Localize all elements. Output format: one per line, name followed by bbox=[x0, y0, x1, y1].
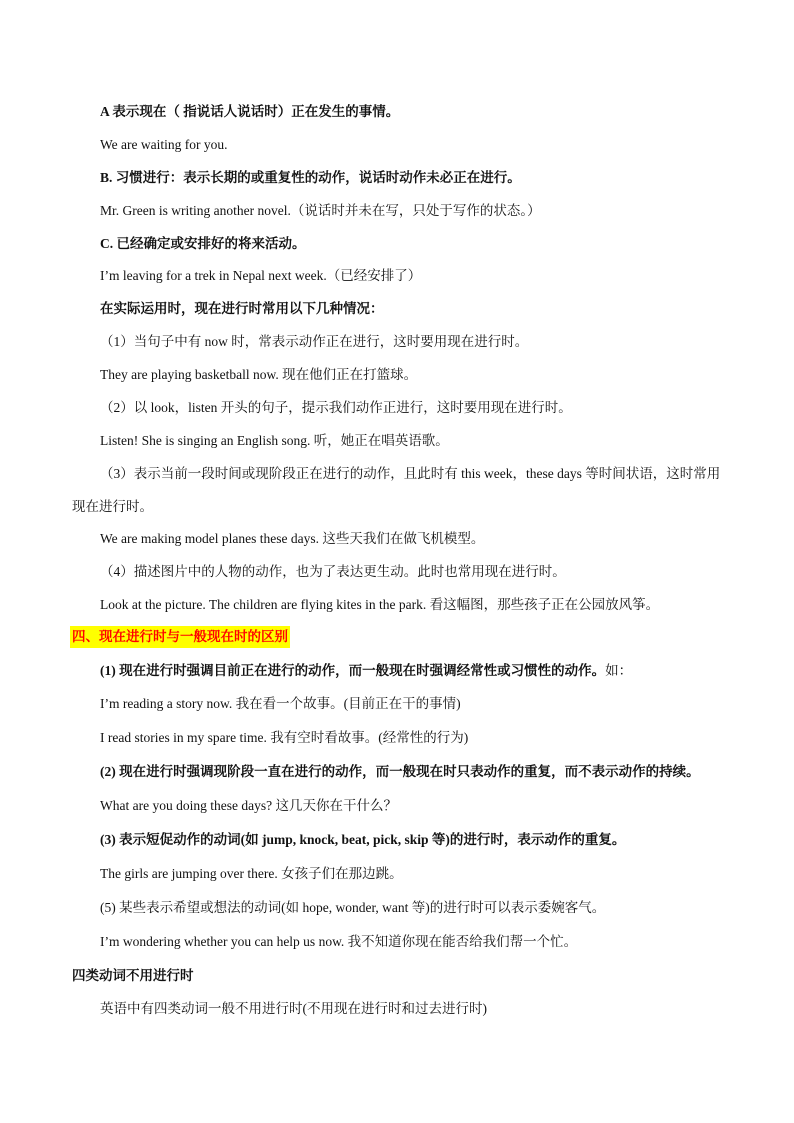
example-sentence: Look at the picture. The children are flying kites in the park. 看这幅图，那些孩子正在公园放风筝。 bbox=[100, 597, 660, 612]
usage-rule-3: （3）表示当前一段时间或现阶段正在进行的动作，且此时有 this week，these days 等时间状语，这时常用现在进行时。 bbox=[72, 466, 721, 514]
example-sentence: I’m reading a story now. 我在看一个故事。(目前正在干的事情) bbox=[100, 696, 461, 711]
difference-point-1-suffix: 如： bbox=[605, 663, 633, 678]
verbs-heading: 四类动词不用进行时 bbox=[72, 968, 194, 983]
verbs-intro: 英语中有四类动词一般不用进行时(不用现在进行时和过去进行时) bbox=[100, 1001, 487, 1016]
example-sentence: I read stories in my spare time. 我有空时看故事。(经常性的行为) bbox=[100, 730, 469, 745]
example-sentence: They are playing basketball now. 现在他们正在打篮球。 bbox=[100, 367, 418, 382]
example-sentence: We are waiting for you. bbox=[100, 137, 228, 152]
difference-point-3: (3) 表示短促动作的动词(如 jump, knock, beat, pick, skip 等)的进行时，表示动作的重复。 bbox=[100, 832, 626, 847]
example-sentence: Listen! She is singing an English song. 听，她正在唱英语歌。 bbox=[100, 433, 449, 448]
example-sentence: We are making model planes these days. 这些天我们在做飞机模型。 bbox=[100, 531, 485, 546]
example-sentence: What are you doing these days? 这几天你在干什么？ bbox=[100, 798, 397, 813]
usage-rule-1: （1）当句子中有 now 时，常表示动作正在进行，这时要用现在进行时。 bbox=[100, 334, 529, 349]
example-sentence: Mr. Green is writing another novel.（说话时并未在写，只处于写作的状态。） bbox=[100, 203, 541, 218]
section-four-heading: 四、现在进行时与一般现在时的区别 bbox=[70, 626, 290, 648]
point-c-heading: C. 已经确定或安排好的将来活动。 bbox=[100, 236, 306, 251]
example-sentence: The girls are jumping over there. 女孩子们在那边跳。 bbox=[100, 866, 403, 881]
difference-point-1 bbox=[100, 661, 632, 681]
usage-rule-2: （2）以 look，listen 开头的句子，提示我们动作正进行，这时要用现在进行时。 bbox=[100, 400, 572, 415]
example-sentence: I’m wondering whether you can help us now. 我不知道你现在能否给我们帮一个忙。 bbox=[100, 934, 578, 949]
point-b-heading: B. 习惯进行：表示长期的或重复性的动作，说话时动作未必正在进行。 bbox=[100, 170, 521, 185]
example-sentence: I’m leaving for a trek in Nepal next week.（已经安排了） bbox=[100, 268, 422, 283]
difference-point-5: (5) 某些表示希望或想法的动词(如 hope, wonder, want 等)的进行时可以表示委婉客气。 bbox=[100, 900, 606, 915]
difference-point-1-text: (1) 现在进行时强调目前正在进行的动作，而一般现在时强调经常性或习惯性的动作。 bbox=[100, 663, 606, 678]
difference-point-2: (2) 现在进行时强调现阶段一直在进行的动作，而一般现在时只表动作的重复，而不表示动作的持续。 bbox=[100, 764, 700, 779]
usage-rule-4: （4）描述图片中的人物的动作，也为了表达更生动。此时也常用现在进行时。 bbox=[100, 564, 566, 579]
usage-heading: 在实际运用时，现在进行时常用以下几种情况： bbox=[100, 301, 384, 316]
point-a-heading: A 表示现在（ 指说话人说话时）正在发生的事情。 bbox=[100, 104, 400, 119]
